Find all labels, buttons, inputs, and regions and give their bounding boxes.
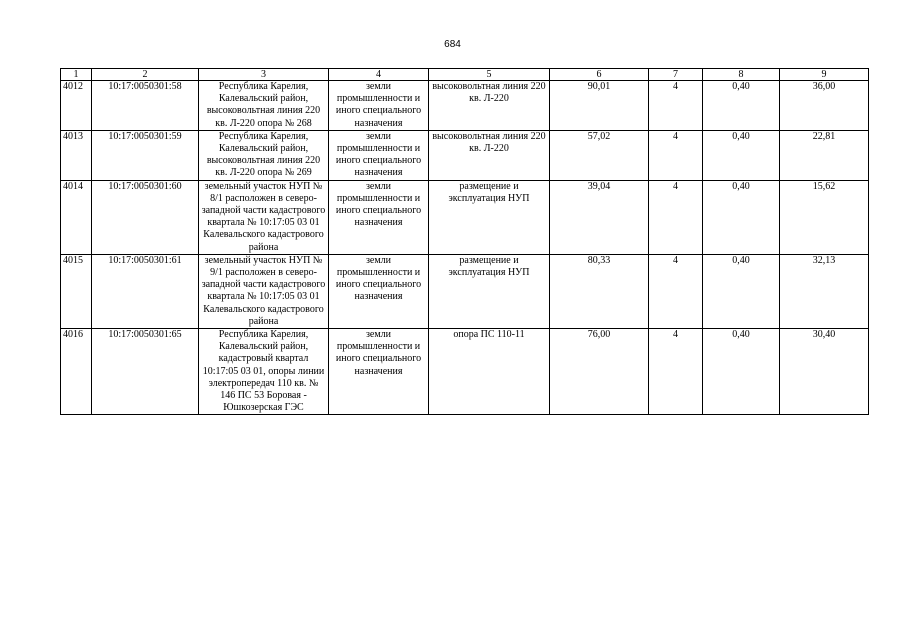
column-header: 2 [92, 69, 199, 81]
table-row [61, 254, 869, 328]
land-category: земли промышленности и иного специального назначения [329, 180, 429, 254]
cadastral-number: 10:17:0050301:58 [92, 81, 199, 131]
column-9-value: 22,81 [780, 130, 869, 180]
permitted-use: высоковольтная линия 220 кв. Л-220 [429, 130, 550, 180]
permitted-use: размещение и эксплуатация НУП [429, 180, 550, 254]
column-9-value: 32,13 [780, 254, 869, 328]
column-header: 3 [199, 69, 329, 81]
column-header: 6 [550, 69, 649, 81]
column-9-value: 36,00 [780, 81, 869, 131]
cadastral-number: 10:17:0050301:65 [92, 329, 199, 415]
land-category: земли промышленности и иного специального назначения [329, 329, 429, 415]
area: 57,02 [550, 130, 649, 180]
area: 39,04 [550, 180, 649, 254]
column-9-value: 30,40 [780, 329, 869, 415]
table-row [61, 130, 869, 180]
column-7-value: 4 [649, 329, 703, 415]
cadastral-number: 10:17:0050301:60 [92, 180, 199, 254]
column-header: 9 [780, 69, 869, 81]
column-header: 1 [61, 69, 92, 81]
column-7-value: 4 [649, 180, 703, 254]
column-header: 7 [649, 69, 703, 81]
table-row [61, 329, 869, 415]
column-7-value: 4 [649, 130, 703, 180]
column-header: 5 [429, 69, 550, 81]
cadastral-number: 10:17:0050301:61 [92, 254, 199, 328]
column-9-value: 15,62 [780, 180, 869, 254]
column-7-value: 4 [649, 81, 703, 131]
land-register-table [60, 68, 869, 415]
area: 80,33 [550, 254, 649, 328]
permitted-use: размещение и эксплуатация НУП [429, 254, 550, 328]
location: земельный участок НУП № 8/1 расположен в северо-западной части кадастрового квартала № 10:17:05 03 01 Калевальского кадастрового района [199, 180, 329, 254]
table-row [61, 81, 869, 131]
column-8-value: 0,40 [703, 180, 780, 254]
column-header: 8 [703, 69, 780, 81]
header-row [61, 69, 869, 81]
location: земельный участок НУП № 9/1 расположен в северо-западной части кадастрового квартала № 10:17:05 03 01 Калевальского кадастрового района [199, 254, 329, 328]
table-row [61, 180, 869, 254]
row-number: 4014 [61, 180, 92, 254]
permitted-use: высоковольтная линия 220 кв. Л-220 [429, 81, 550, 131]
column-header: 4 [329, 69, 429, 81]
area: 90,01 [550, 81, 649, 131]
column-8-value: 0,40 [703, 329, 780, 415]
area: 76,00 [550, 329, 649, 415]
row-number: 4016 [61, 329, 92, 415]
location: Республика Карелия, Калевальский район, кадастровый квартал 10:17:05 03 01, опоры линии электропередач 110 кв. № 146 ПС 53 Боровая - Юшкозерская ГЭС [199, 329, 329, 415]
land-category: земли промышленности и иного специального назначения [329, 81, 429, 131]
column-8-value: 0,40 [703, 81, 780, 131]
row-number: 4015 [61, 254, 92, 328]
location: Республика Карелия, Калевальский район, высоковольтная линия 220 кв. Л-220 опора № 268 [199, 81, 329, 131]
column-8-value: 0,40 [703, 254, 780, 328]
row-number: 4013 [61, 130, 92, 180]
land-category: земли промышленности и иного специального назначения [329, 254, 429, 328]
row-number: 4012 [61, 81, 92, 131]
cadastral-number: 10:17:0050301:59 [92, 130, 199, 180]
location: Республика Карелия, Калевальский район, высоковольтная линия 220 кв. Л-220 опора № 269 [199, 130, 329, 180]
land-category: земли промышленности и иного специального назначения [329, 130, 429, 180]
column-7-value: 4 [649, 254, 703, 328]
column-8-value: 0,40 [703, 130, 780, 180]
permitted-use: опора ПС 110-11 [429, 329, 550, 415]
page-number: 684 [444, 39, 461, 50]
